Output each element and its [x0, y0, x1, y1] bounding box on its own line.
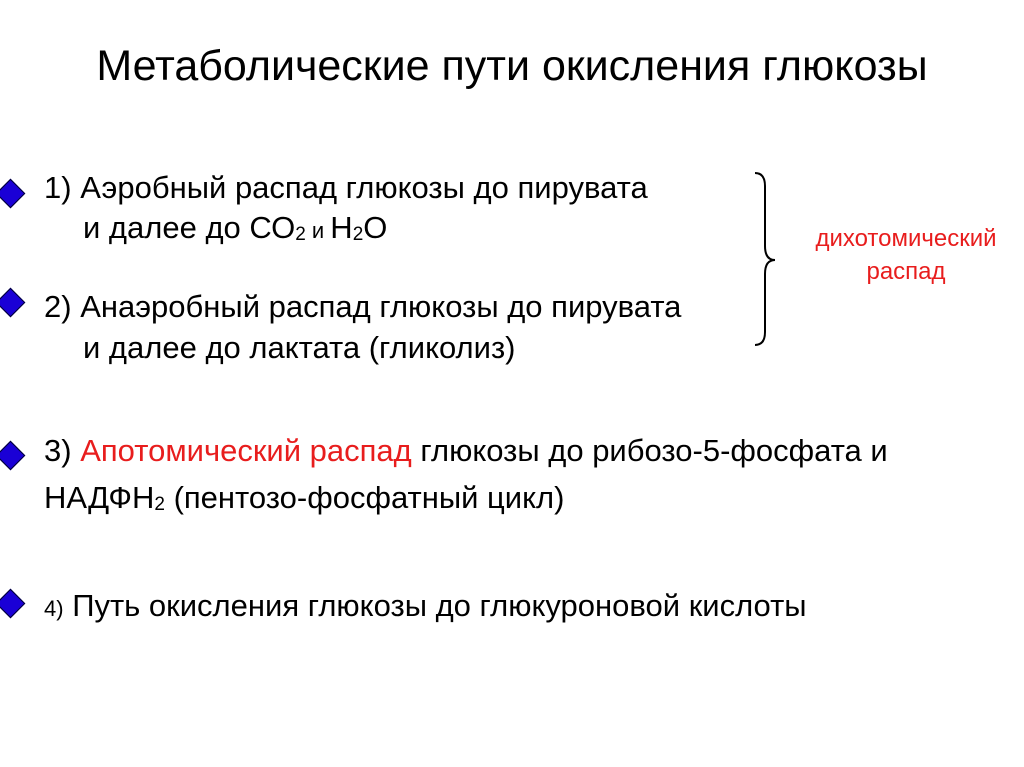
- bracket-label-line-1: дихотомический: [815, 225, 997, 252]
- item-3-line-1: [44, 432, 888, 470]
- item-1-o-letter: О: [363, 210, 388, 245]
- diamond-bullet-icon: [0, 179, 25, 209]
- diamond-bullet-icon: [0, 288, 25, 318]
- item-2-text: Анаэробный распад глюкозы до пирувата: [80, 289, 682, 324]
- item-1-text: Аэробный распад глюкозы до пирувата: [80, 170, 648, 205]
- item-1-co2-subscript: 2: [295, 224, 306, 245]
- item-2-line-2: и далее до лактата (гликолиз): [83, 330, 516, 365]
- item-1-conjunction: и: [305, 218, 331, 243]
- item-3-line-2-text: (пентозо-фосфатный цикл): [164, 480, 565, 515]
- item-3-text: глюкозы до рибозо-5-фосфата и: [420, 433, 888, 468]
- item-3-number: 3): [44, 433, 72, 468]
- item-3-nadph: НАДФН: [44, 480, 155, 515]
- curly-brace-icon: [740, 170, 780, 350]
- diamond-bullet-icon: [0, 589, 25, 619]
- item-2-line-1: [44, 288, 681, 326]
- item-3-highlight: Апотомический распад: [80, 433, 412, 468]
- bracket-label-line-2: распад: [866, 258, 946, 285]
- item-4-number: 4): [44, 596, 64, 621]
- item-1-h2o-subscript: 2: [352, 224, 364, 245]
- item-1-h-letter: Н: [330, 210, 353, 245]
- item-1-line-2-prefix: и далее до СО: [83, 210, 296, 245]
- item-1-line-1: [44, 169, 648, 207]
- item-3-line-2: [44, 479, 564, 517]
- item-3-nadph-subscript: 2: [154, 494, 165, 515]
- item-1-line-2: [83, 209, 387, 250]
- slide-title: Метаболические пути окисления глюкозы: [96, 42, 928, 90]
- item-2-number: 2): [44, 289, 72, 324]
- item-4-line-1: [44, 587, 807, 628]
- diamond-bullet-icon: [0, 441, 25, 471]
- item-4-text: Путь окисления глюкозы до глюкуроновой кислоты: [72, 588, 807, 623]
- item-1-number: 1): [44, 170, 72, 205]
